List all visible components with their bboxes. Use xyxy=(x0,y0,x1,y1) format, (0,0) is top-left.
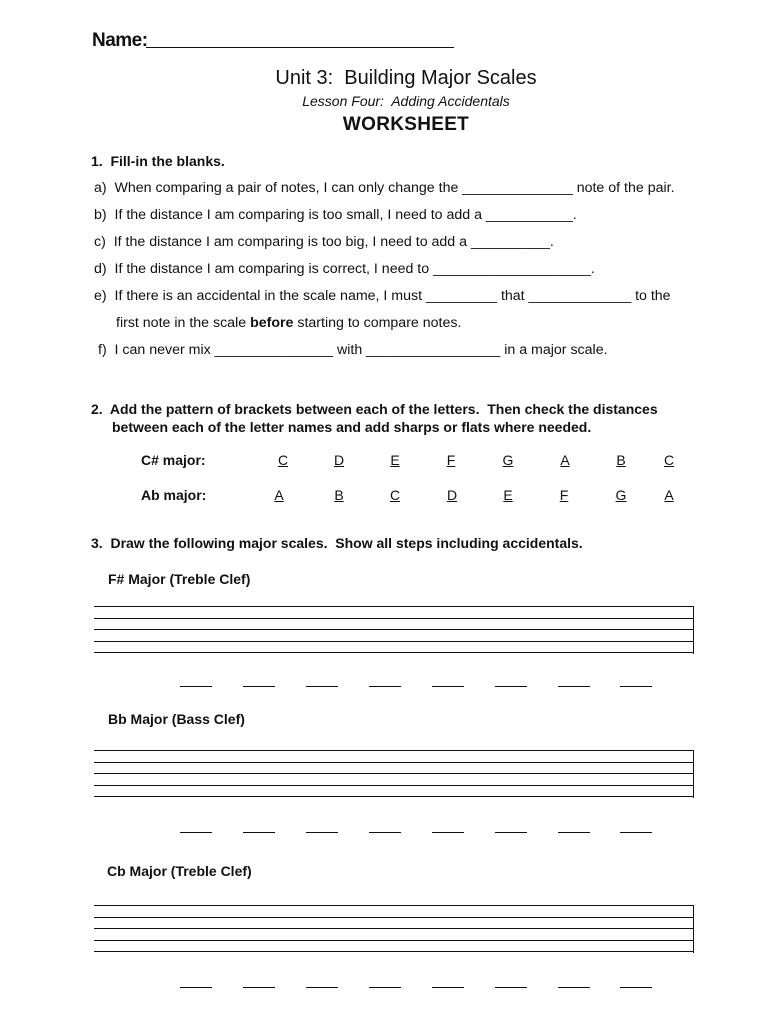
answer-blanks-3[interactable] xyxy=(180,987,660,991)
q1-line-b: b) If the distance I am comparing is too small, I need to add a ___________. xyxy=(94,207,577,223)
csharp-note-1: C xyxy=(277,452,289,468)
text: first note in the scale xyxy=(116,315,251,331)
csharp-major-label: C# major: xyxy=(141,452,206,468)
q1-line-e: e) If there is an accidental in the scale name, I must _________ that _____________ to the xyxy=(94,288,671,304)
csharp-note-5: G xyxy=(502,452,514,468)
aflat-note-5: E xyxy=(503,487,513,503)
text: starting to compare notes. xyxy=(293,315,462,331)
q1-line-a: a) When comparing a pair of notes, I can only change the ______________ note of the pair. xyxy=(94,180,675,196)
csharp-note-3: E xyxy=(390,452,400,468)
scale-1-label: F# Major (Treble Clef) xyxy=(108,571,251,587)
q1-line-c: c) If the distance I am comparing is too big, I need to add a __________. xyxy=(94,234,554,250)
question-2-heading-continued: between each of the letter names and add sharps or flats where needed. xyxy=(112,419,592,435)
aflat-note-6: F xyxy=(559,487,569,503)
aflat-note-4: D xyxy=(446,487,458,503)
staff-3[interactable] xyxy=(94,905,694,953)
staff-1[interactable] xyxy=(94,606,694,654)
q1-line-f: f) I can never mix _______________ with _________________ in a major scale. xyxy=(98,342,608,358)
aflat-major-label: Ab major: xyxy=(141,487,207,503)
answer-blanks-1[interactable] xyxy=(180,686,660,690)
lesson-subtitle: Lesson Four: Adding Accidentals xyxy=(302,93,510,109)
q1-line-d: d) If the distance I am comparing is correct, I need to ____________________. xyxy=(94,261,595,277)
csharp-note-4: F xyxy=(446,452,456,468)
question-1-heading: 1. Fill-in the blanks. xyxy=(91,153,225,169)
worksheet-heading: WORKSHEET xyxy=(342,114,470,135)
answer-blanks-2[interactable] xyxy=(180,832,660,836)
staff-2[interactable] xyxy=(94,750,694,798)
emphasis: before xyxy=(250,315,294,331)
name-field[interactable] xyxy=(146,47,454,48)
page-title: Unit 3: Building Major Scales xyxy=(275,67,537,89)
aflat-note-2: B xyxy=(334,487,344,503)
name-label: Name: xyxy=(92,30,148,51)
q1-line-e-continued xyxy=(116,315,461,331)
question-3-heading: 3. Draw the following major scales. Show all steps including accidentals. xyxy=(91,535,583,551)
scale-2-label: Bb Major (Bass Clef) xyxy=(108,711,245,727)
aflat-note-7: G xyxy=(615,487,627,503)
csharp-note-7: B xyxy=(616,452,626,468)
question-2-heading: 2. Add the pattern of brackets between each of the letters. Then check the distances xyxy=(91,401,658,417)
aflat-note-3: C xyxy=(389,487,401,503)
aflat-note-1: A xyxy=(274,487,284,503)
scale-3-label: Cb Major (Treble Clef) xyxy=(107,863,252,879)
csharp-note-6: A xyxy=(560,452,570,468)
csharp-note-8: C xyxy=(663,452,675,468)
csharp-note-2: D xyxy=(333,452,345,468)
aflat-note-8: A xyxy=(664,487,674,503)
